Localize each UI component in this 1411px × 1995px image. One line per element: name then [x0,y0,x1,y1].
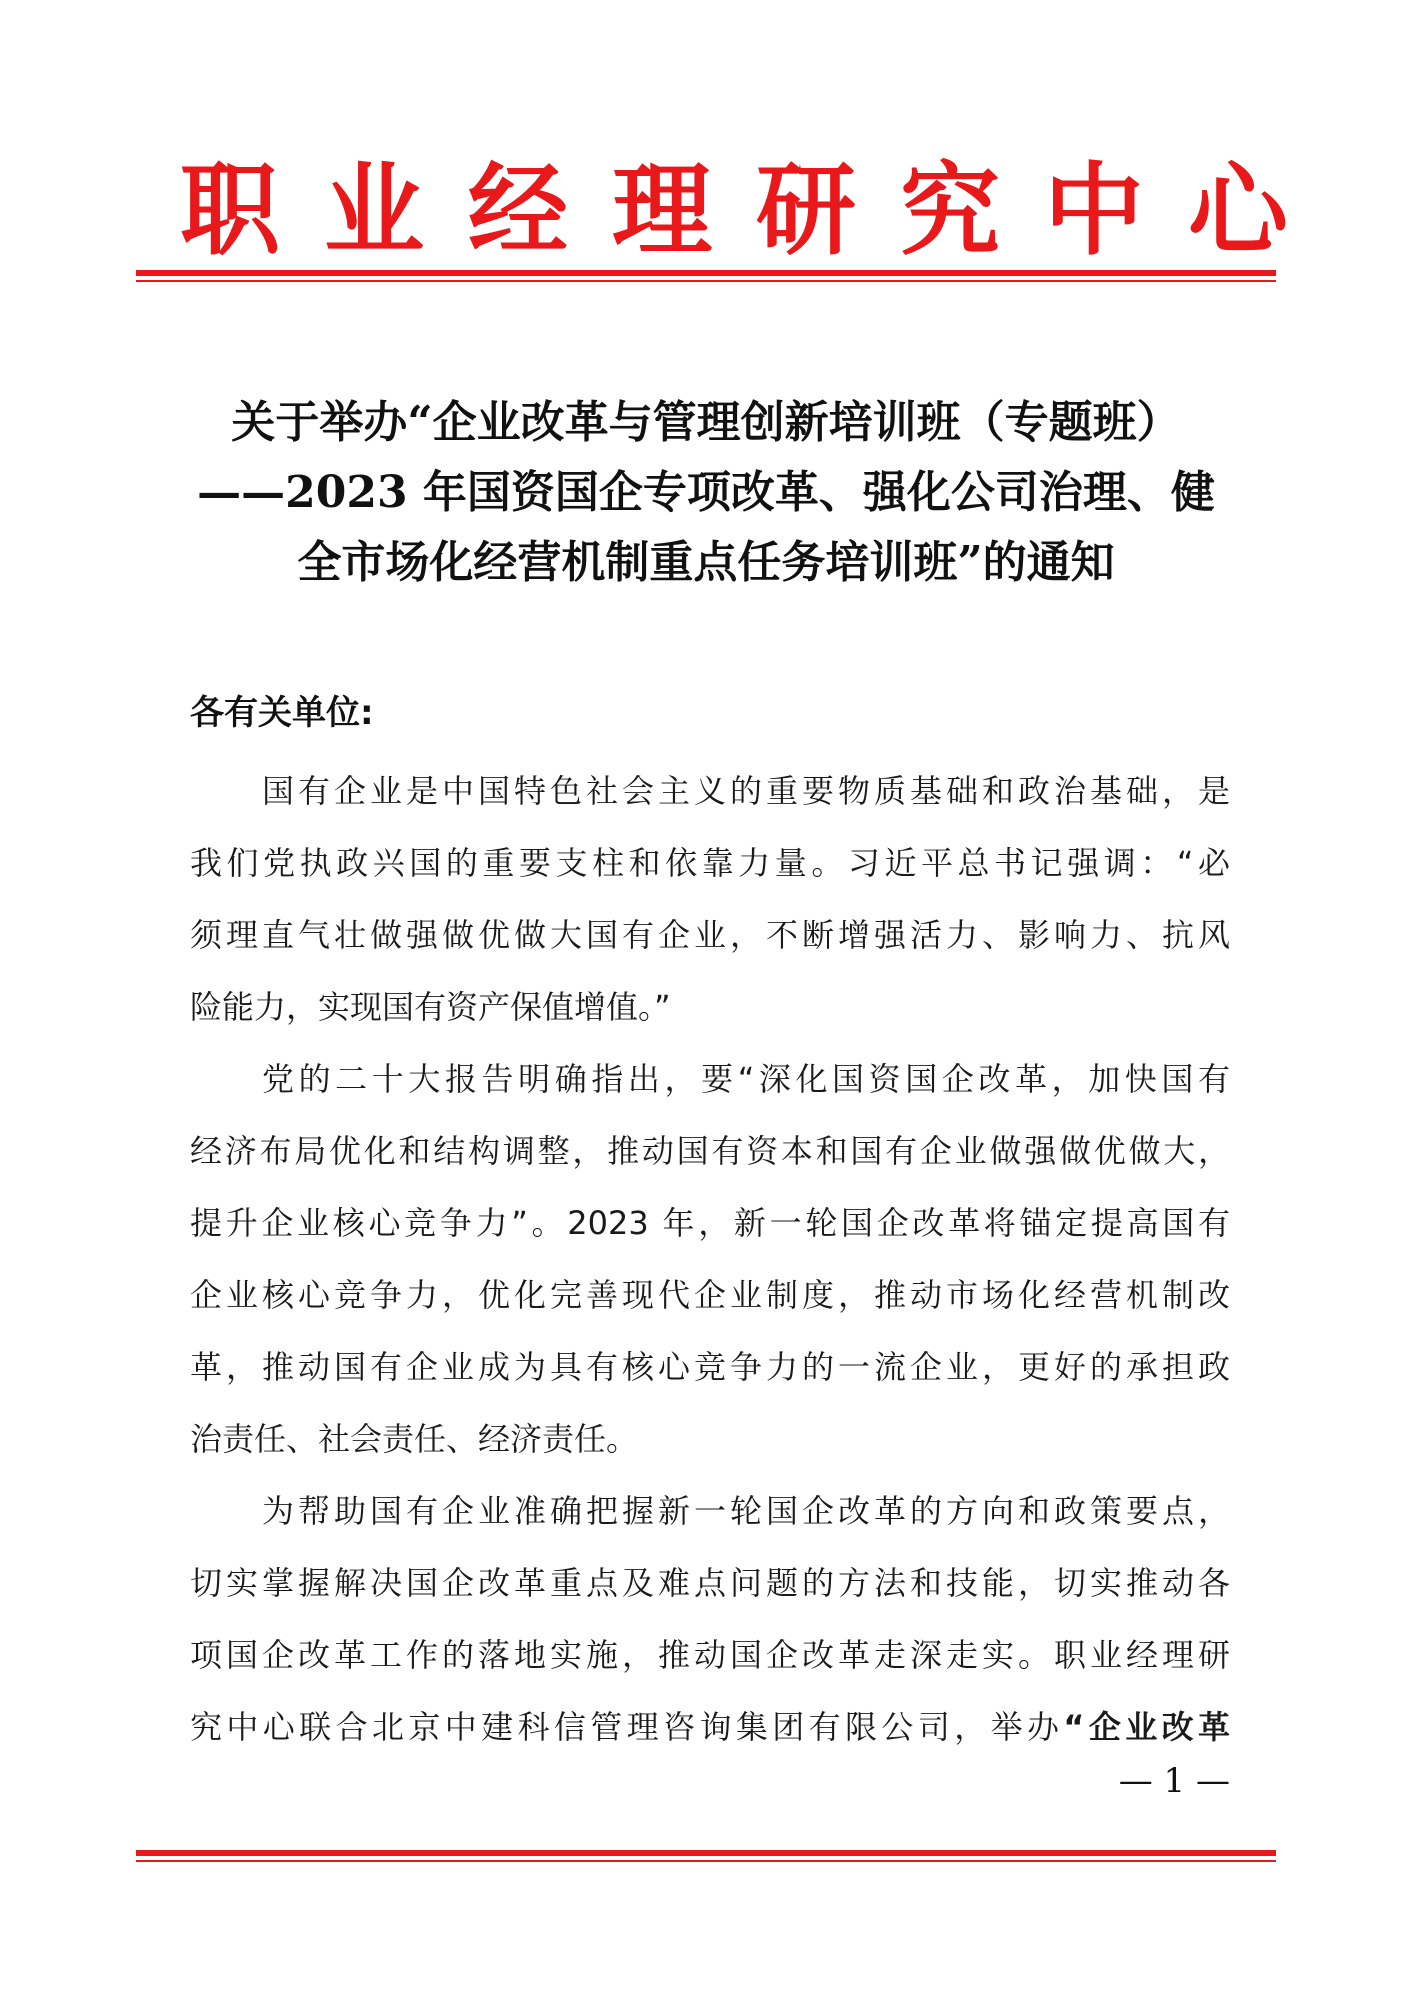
document-title [170,388,1242,598]
paragraph-2-line-3: 提升企业核心竞争力”。2023 年，新一轮国企改革将锚定提高国有 [190,1204,1230,1242]
header-divider [136,270,1276,282]
paragraph-3-line-4-text: 究中心联合北京中建科信管理咨询集团有限公司，举办 [190,1708,1064,1746]
paragraph-1-line-3: 须理直气壮做强做优做大国有企业，不断增强活力、影响力、抗风 [190,916,1230,954]
paragraph-2-line-4: 企业核心竞争力，优化完善现代企业制度，推动市场化经营机制改 [190,1276,1230,1314]
footer-divider [136,1850,1276,1862]
title-line-3: 全市场化经营机制重点任务培训班”的通知 [297,537,1115,588]
paragraph-1-line-2: 我们党执政兴国的重要支柱和依靠力量。习近平总书记强调：“必 [190,844,1230,882]
title-line-2: ——2023 年国资国企专项改革、强化公司治理、健 [197,467,1215,518]
paragraph-3-line-3: 项国企改革工作的落地实施，推动国企改革走深走实。职业经理研 [190,1636,1230,1674]
paragraph-3-line-1: 为帮助国有企业准确把握新一轮国企改革的方向和政策要点， [262,1492,1230,1530]
paragraph-3-line-4 [190,1691,1230,1763]
paragraph-2-line-6: 治责任、社会责任、经济责任。 [190,1420,639,1458]
paragraph-3-line-4-bold: “企业改革 [1063,1708,1230,1746]
page-number: — 1 — [1118,1761,1230,1801]
salutation: 各有关单位: [190,693,374,733]
paragraph-3-line-2: 切实掌握解决国企改革重点及难点问题的方法和技能，切实推动各 [190,1564,1230,1602]
paragraph-2-line-2: 经济布局优化和结构调整，推动国有资本和国有企业做强做优做大， [190,1132,1230,1170]
body-text [190,755,1230,1763]
paragraph-2-line-1: 党的二十大报告明确指出，要“深化国资国企改革，加快国有 [262,1060,1230,1098]
paragraph-1-line-1: 国有企业是中国特色社会主义的重要物质基础和政治基础，是 [262,772,1230,810]
paragraph-1-line-4: 险能力，实现国有资产保值增值。” [190,988,671,1026]
letterhead-organization-name: 职业经理研究中心 [180,151,1332,269]
title-line-1: 关于举办“企业改革与管理创新培训班（专题班） [231,397,1181,448]
paragraph-2-line-5: 革，推动国有企业成为具有核心竞争力的一流企业，更好的承担政 [190,1348,1230,1386]
